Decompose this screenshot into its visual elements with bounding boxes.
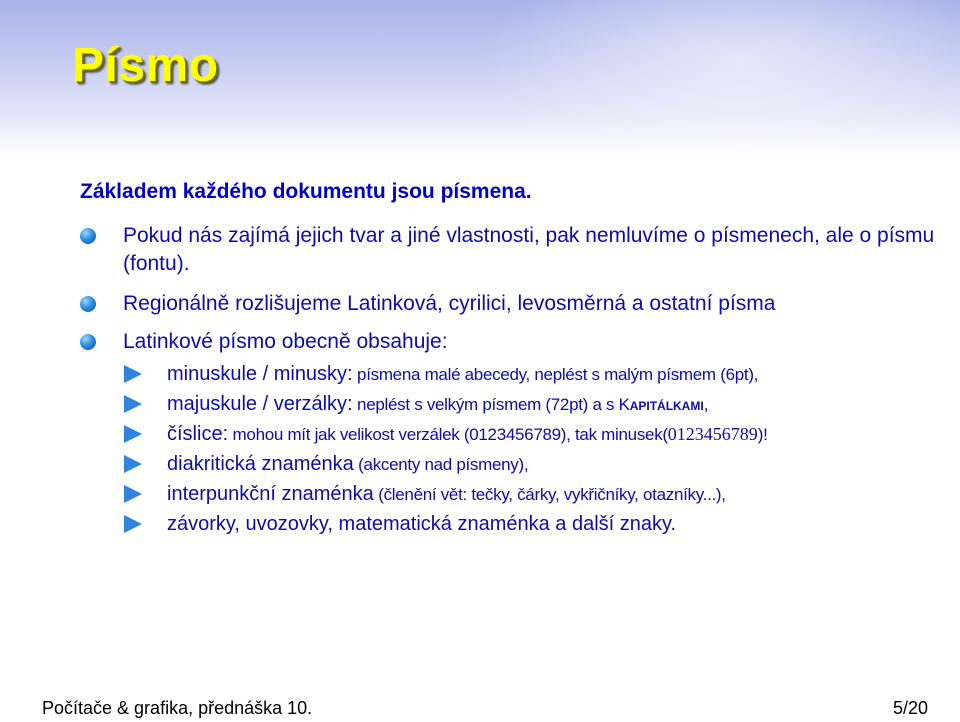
triangle-bullet-icon	[124, 515, 142, 533]
sub-item-tail: ,	[703, 395, 709, 414]
triangle-bullet-icon	[124, 485, 142, 503]
sub-item-term: diakritická znaménka	[167, 453, 354, 475]
bullet-item	[80, 328, 960, 356]
triangle-bullet-icon	[124, 365, 142, 383]
triangle-bullet-icon	[124, 425, 142, 443]
sub-item-text	[167, 361, 758, 388]
bullet-text: Latinkové písmo obecně obsahuje:	[123, 330, 448, 353]
sub-item-text	[167, 451, 528, 478]
sub-item-text	[167, 511, 676, 537]
lead-text: Základem každého dokumentu jsou písmena.	[80, 180, 532, 203]
slide-title: Písmo	[72, 39, 219, 92]
sub-item	[124, 481, 960, 508]
bullet-item	[80, 222, 960, 278]
sub-item-text	[167, 481, 726, 508]
bullet-dot-icon	[80, 296, 96, 312]
bullet-text: Pokud nás zajímá jejich tvar a jiné vlastnosti, pak nemluvíme o písmenech, ale o písmu (fontu).	[123, 224, 935, 275]
sub-item-text	[167, 421, 768, 448]
sub-item-desc: písmena malé abecedy, neplést s malým písmem (6pt),	[352, 365, 759, 384]
footer-page-number: 5/20	[893, 698, 929, 718]
sub-item	[124, 511, 960, 537]
bullet-item	[80, 290, 960, 318]
sub-item-tail: )!	[757, 425, 768, 444]
sub-item-term: číslice:	[167, 423, 229, 445]
footer-course: Počítače & grafika, přednáška 10.	[42, 698, 313, 718]
sub-item	[124, 421, 960, 448]
bullet-dot-icon	[80, 334, 96, 350]
bullet-dot-icon	[80, 228, 96, 244]
sub-item-desc: neplést s velkým písmem (72pt) a s K	[352, 395, 630, 414]
triangle-bullet-icon	[124, 455, 142, 473]
sub-item-desc: (akcenty nad písmeny),	[353, 455, 529, 474]
sub-item-term: závorky, uvozovky, matematická znaménka a další znaky.	[167, 513, 677, 535]
sub-item-desc: (členění vět: tečky, čárky, vykřičníky, otazníky...),	[373, 485, 726, 504]
triangle-bullet-icon	[124, 395, 142, 413]
bullet-text: Regionálně rozlišujeme Latinková, cyrilici, levosměrná a ostatní písma	[123, 292, 776, 315]
sub-item-term: majuskule / verzálky:	[167, 393, 353, 415]
sub-item-term: minuskule / minusky:	[167, 363, 353, 385]
sub-item-desc: mohou mít jak velikost verzálek (0123456789), tak minusek(	[228, 425, 668, 444]
sub-item	[124, 361, 960, 388]
oldstyle-digits: 0123456789	[667, 424, 758, 444]
small-caps-text: apitálkami	[629, 395, 704, 414]
sub-item-text	[167, 391, 708, 418]
sub-item-term: interpunkční znaménka	[167, 483, 374, 505]
sub-item	[124, 451, 960, 478]
sub-item	[124, 391, 960, 418]
